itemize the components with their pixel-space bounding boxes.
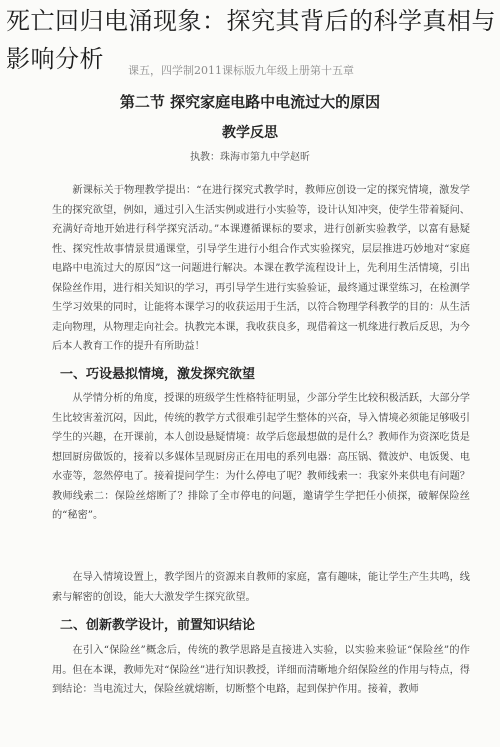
section-title: 第二节 探究家庭电路中电流过大的原因 [119,93,381,111]
paragraph-scenario-design: 在导入情境设置上，教学图片的资源来自教师的家庭，富有趣味，能让学生产生共鸣，线索与解密的创设，能大大激发学生探究欲望。 [52,572,470,603]
author-line: 执教：珠海市第九中学赵昕 [190,152,310,163]
paragraph-intro: 新课标关于物理教学提出：“在进行探究式教学时，教师应创设一定的探究情境，激发学生的探究欲望，例如，通过引入生活实例或进行小实验等，设计认知冲突，使学生带着疑问、充满好奇地开始进行科学探究活动。”本课遵循课标的要求，进行创新实验教学，以富有悬疑性、探究性故事情景贯通课堂，引导学生进行小组合作式实验探究，层层推进巧妙地对“家庭电路中电流过大的原因”这一问题进行解决。本课在教学流程设计上，先利用生活情境，引出保险丝作用，进行相关知识的学习，再引导学生进行实验验证，最终通过课堂练习，在检测学生学习效果的同时，让能将本课学习的收获运用于生活，以符合物理学科教学的目的：从生活走向物理，从物理走向社会。执教完本课，我收获良多，现借着这一机缘进行教后反思，为今后本人教育工作的提升有所助益！ [52,185,470,352]
paragraph-student-analysis: 从学情分析的角度，授课的班级学生性格特征明显，少部分学生比较积极活跃，大部分学生比较害羞沉闷，因此，传统的教学方式很难引起学生整体的兴奋，导入情境必须能足够吸引学生的兴趣，在开课前，本人创设悬疑情境：故学后您最想做的是什么？教师作为资深吃货是想回厨房做饭的，接着以多媒体呈现厨房正在用电的系列电器：高压锅、微波炉、电饭煲、电水壶等，忽然停电了。接着提问学生：为什么停电了呢？教师线索一：我家外来供电有问题？教师线索二：保险丝熔断了？排除了全市停电的问题，邀请学生学把任小侦探，破解保险丝的“秘密”。 [52,393,470,521]
running-header: 课五，四学制2011课标版九年级上册第十五章 [128,64,354,77]
overlay-title: 死亡回归电涌现象：探究其背后的科学真相与影响分析 [6,7,496,73]
paragraph-fuse-concept: 在引入“保险丝”概念后，传统的教学思路是直接进入实验，以实验来验证“保险丝”的作用。但在本课，教师先对“保险丝”进行知识教授，详细而清晰地介绍保险丝的作用与特点，得到结论：当电流过大，保险丝就熔断，切断整个电路，起到保护作用。接着，教师 [52,645,470,695]
heading-section-one: 一、巧设悬拟情境，激发探究欲望 [60,367,256,382]
document-title: 教学反思 [222,125,278,141]
heading-section-two: 二、创新教学设计，前置知识结论 [60,618,256,633]
